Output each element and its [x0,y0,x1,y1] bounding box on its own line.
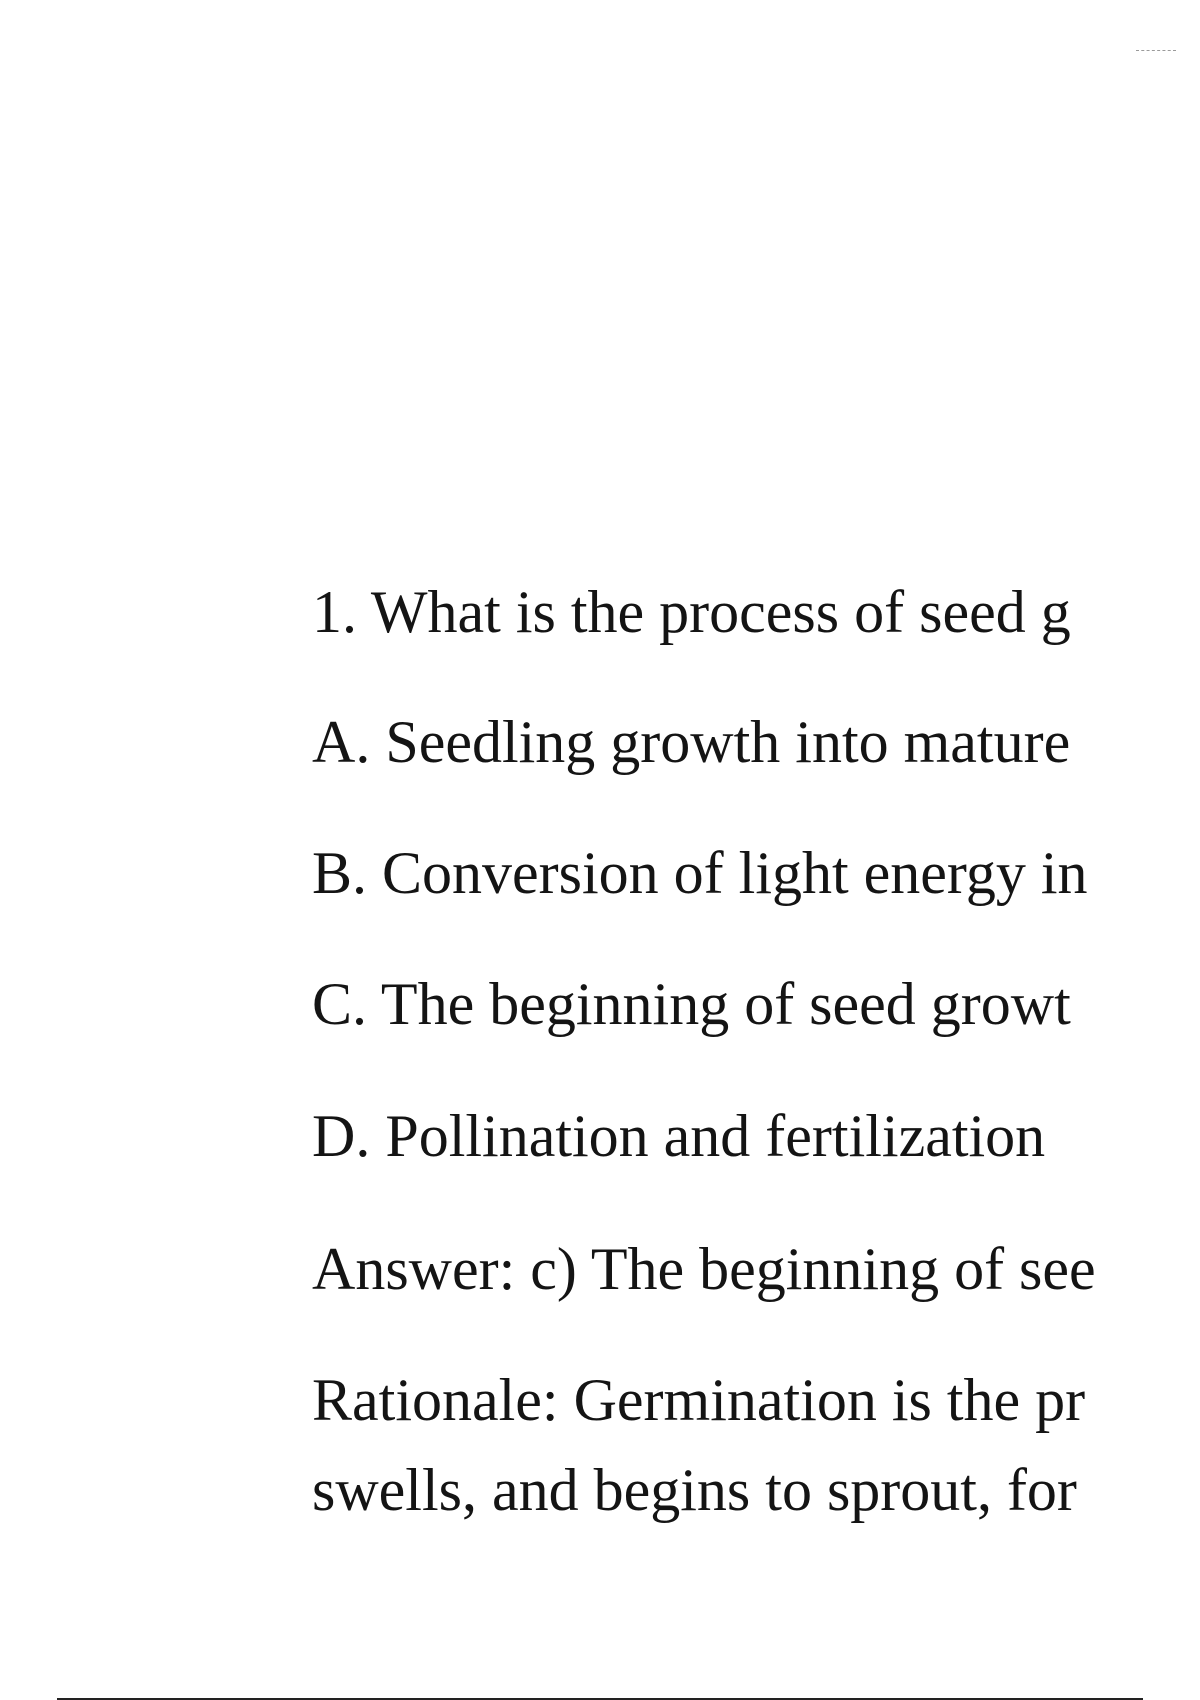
quiz-content [312,0,1200,1560]
option-d: D. Pollination and fertilization [312,1103,1046,1169]
answer-text: Answer: c) The beginning of see [312,1236,1096,1302]
rationale-line-2: swells, and begins to sprout, for [312,1457,1077,1523]
option-b: B. Conversion of light energy in [312,840,1088,906]
question-text: 1. What is the process of seed g [312,579,1071,645]
option-c: C. The beginning of seed growt [312,971,1071,1037]
rationale-line-1: Rationale: Germination is the pr [312,1367,1086,1433]
option-a: A. Seedling growth into mature [312,709,1071,775]
